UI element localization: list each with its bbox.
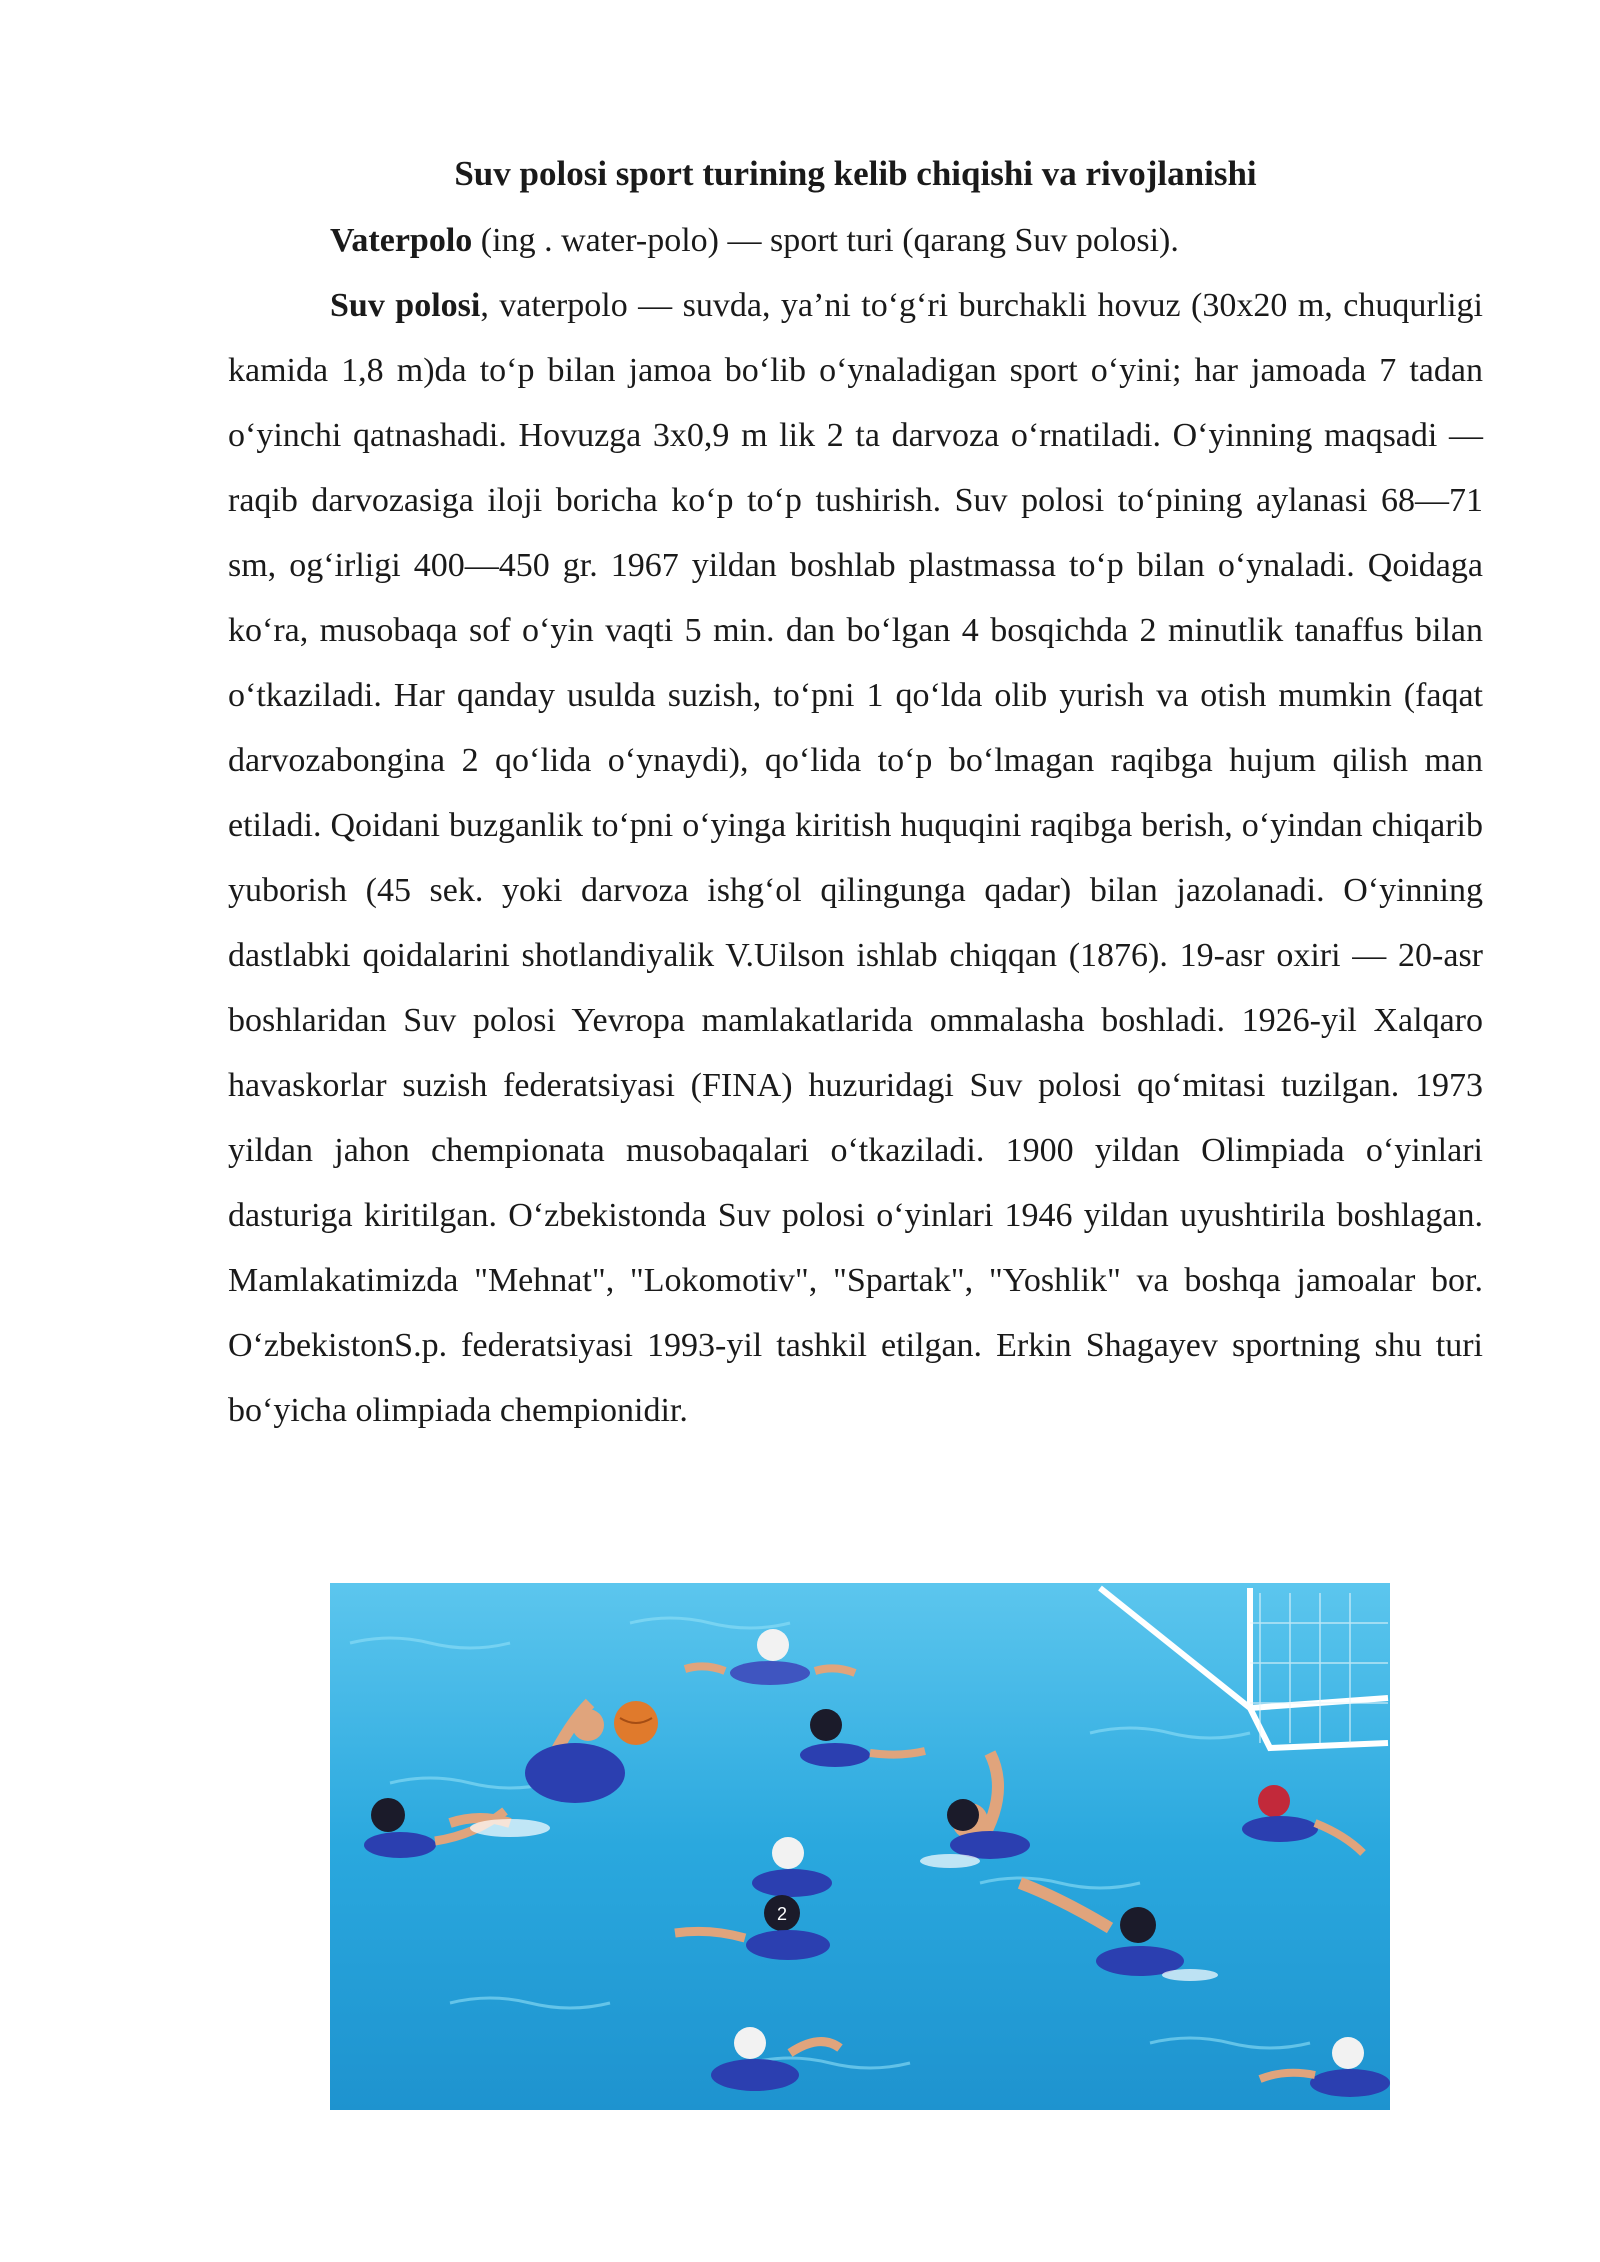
document-body [228, 208, 1483, 1443]
term-suv-polosi: Suv polosi [330, 287, 481, 324]
paragraph-suv-polosi [228, 273, 1483, 1443]
document-title: Suv polosi sport turining kelib chiqishi va rivojlanishi [454, 154, 1257, 193]
pool-water [330, 1583, 1390, 2110]
paragraph-suv-polosi-text: , vaterpolo — suvda, ya’ni to‘g‘ri burchakli hovuz (30x20 m, chuqurligi kamida 1,8 m)da to‘p bilan jamoa bo‘lib o‘ynaladigan sport o‘yini; har jamoada 7 tadan o‘yinchi qatnashadi. Hovuzga 3x0,9 m lik 2 ta darvoza o‘rnatiladi. O‘yinning maqsadi — raqib darvozasiga iloji boricha ko‘p to‘p tushirish. Suv polosi to‘pining aylanasi 68—71 sm, og‘irligi 400—450 gr. 1967 yildan boshlab plastmassa to‘p bilan o‘ynaladi. Qoidaga ko‘ra, musobaqa sof o‘yin vaqti 5 min. dan bo‘lgan 4 bosqichda 2 minutlik tanaffus bilan o‘tkaziladi. Har qanday usulda suzish, to‘pni 1 qo‘lda olib yurish va otish mumkin (faqat darvozabongina 2 qo‘lida o‘ynaydi), qo‘lida to‘p bo‘lmagan raqibga hujum qilish man etiladi. Qoidani buzganlik to‘pni o‘yinga kiritish huquqini raqibga berish, o‘yindan chiqarib yuborish (45 sek. yoki darvoza ishg‘ol qilingunga qadar) bilan jazolanadi. O‘yinning dastlabki qoidalarini shotlandiyalik V.Uilson ishlab chiqqan (1876). 19-asr oxiri — 20-asr boshlaridan Suv polosi Yevropa mamlakatlarida ommalasha boshladi. 1926-yil Xalqaro havaskorlar suzish federatsiyasi (FINA) huzuridagi Suv polosi qo‘mitasi tuzilgan. 1973 yildan jahon chempionata musobaqalari o‘tkaziladi. 1900 yildan Olimpiada o‘yinlari dasturiga kiritilgan. O‘zbekistonda Suv polosi o‘yinlari 1946 yildan uyushtirila boshlagan. Mamlakatimizda "Mehnat", "Lokomotiv", "Spartak", "Yoshlik" va boshqa jamoalar bor. O‘zbekistonS.p. federatsiyasi 1993-yil tashkil etilgan. Erkin Shagayev sportning shu turi bo‘yicha olimpiada chempionidir. [228, 287, 1483, 1429]
paragraph-vaterpolo-text: (ing . water-polo) — sport turi (qarang Suv polosi). [472, 222, 1179, 259]
water-polo-photo [330, 1583, 1390, 2110]
paragraph-vaterpolo [228, 208, 1483, 273]
term-vaterpolo: Vaterpolo [330, 222, 473, 259]
water-polo-photo-illustration [330, 1583, 1390, 2110]
cap-number: 2 [777, 1904, 788, 1924]
